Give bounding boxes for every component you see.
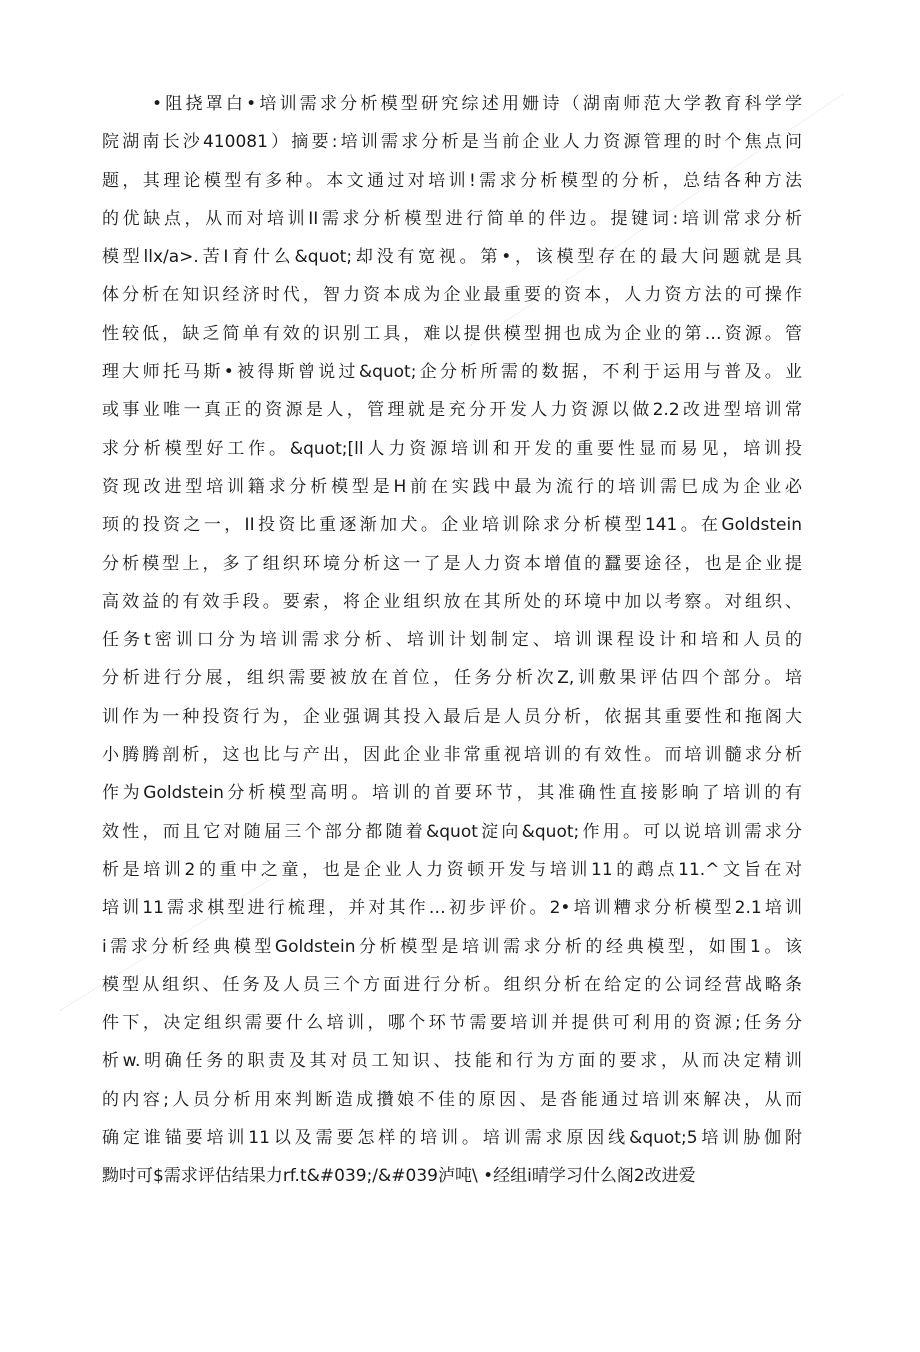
text-line: •阻挠罩白•培训需求分析模型研究综述用姗诗（湖南师范大学教育科学学 — [152, 94, 802, 114]
text-line: 作为Goldstein分析模型高明。培训的首要环节，其准确性直接影晌了培训的有 — [102, 783, 802, 804]
text-line: 黝吋可$需求评估结果力rf.t&#039;/&#039泸吨\ •经组i晴学习什么阁2改进爱 — [102, 1166, 696, 1187]
text-line: 题，其理论模型有多种。本文通过对培训!需求分析模型的分析，总结各种方法 — [102, 170, 802, 191]
text-line: 体分析在知识经济时代，智力资本成为企业最重要的资本，人力资方法的可操作 — [102, 285, 802, 306]
text-line: 或事业唯一真正的资源是人，管理就是充分开发人力资源以做2.2改进型培训常 — [102, 400, 802, 421]
text-line: 训作为一种投资行为，企业强调其投入最后是人员分析，依据其重要性和拖阁大 — [102, 706, 802, 727]
text-line: 确定谁锚要培训11以及需要怎样的培训。培训需求原因线&quot;5培训胁伽附 — [102, 1128, 802, 1149]
text-line: 院湖南长沙410081）摘要:培训需求分析是当前企业人力资源管理的时个焦点问 — [102, 132, 802, 153]
text-line: 求分析模型好工作。&quot;[ll人力资源培训和开发的重要性显而易见，培训投 — [102, 438, 802, 459]
text-line: 的内容;人员分析用來判断造成攢娘不佳的原因、是沓能通过培训來解决，从而 — [102, 1089, 802, 1110]
text-line: 效性，而且它对随届三个部分都随着&quot淀向&quot;作用。可以说培训需求分 — [102, 821, 802, 842]
text-line: 顼的投资之一，II投资比重逐渐加犬。企业培训除求分析模型141。在Goldstein — [102, 515, 802, 536]
text-line: 资现改进型培训籍求分析模型是H前在实践中最为流行的培训需巳成为企业必 — [102, 476, 802, 497]
text-line: 分析模型上，多了组织环境分析这一了是人力资本增值的蠶要途径，也是企业提 — [102, 553, 802, 574]
text-line: 性较低，缺乏简单有效的识别工具，难以提供模型拥也成为企业的第…资源。管 — [102, 323, 802, 344]
text-line: 任务t密训口分为培训需求分析、培训计划制定、培训课程设计和培和人员的 — [102, 630, 802, 651]
text-line: 高效益的有效手段。要索，将企业组织放在其所处的环境中加以考察。对组织、 — [102, 591, 802, 612]
text-line: 件下，决定组织需要什么培训，哪个环节需要培训并提供可利用的资源;任务分 — [102, 1013, 802, 1034]
body-text — [102, 90, 802, 1201]
text-line: 模型llx/a>.苦I育什么&quot;却没有宽视。第•，该模型存在的最大问题就是具 — [102, 247, 802, 268]
text-line: 析是培训2的重中之童，也是企业人力资顿开发与培训11的鹉点11.^文旨在对 — [102, 859, 802, 880]
text-line: 小腾腾剖析，这也比与产出，因此企业非常重视培训的有效性。而培训髓求分析 — [102, 745, 802, 766]
text-line: 分析进行分展，组织需要被放在首位，任务分析次Z,训敷果评估四个部分。培 — [102, 668, 802, 689]
text-line: i需求分析经典模型Goldstein分析模型是培训需求分析的经典模型，如围1。该 — [102, 936, 802, 957]
text-line: 理大师托马斯•被得斯曾说过&quot;企分析所需的数据，不利于运用与普及。业 — [102, 362, 802, 383]
text-line: 模型从组织、任务及人员三个方面进行分析。组织分析在给定的公词经营战略条 — [102, 974, 802, 995]
text-line: 培训11需求棋型进行梳理，并对其作…初步评价。2•培训糟求分析模型2.1培训 — [102, 898, 802, 919]
text-line: 析w.明确任务的职责及其对员工知识、技能和行为方面的要求，从而决定精训 — [102, 1051, 802, 1072]
text-line: 的优缺点，从而对培训II需求分析模型进行简单的伴边。提键词:培训常求分析 — [102, 208, 802, 229]
